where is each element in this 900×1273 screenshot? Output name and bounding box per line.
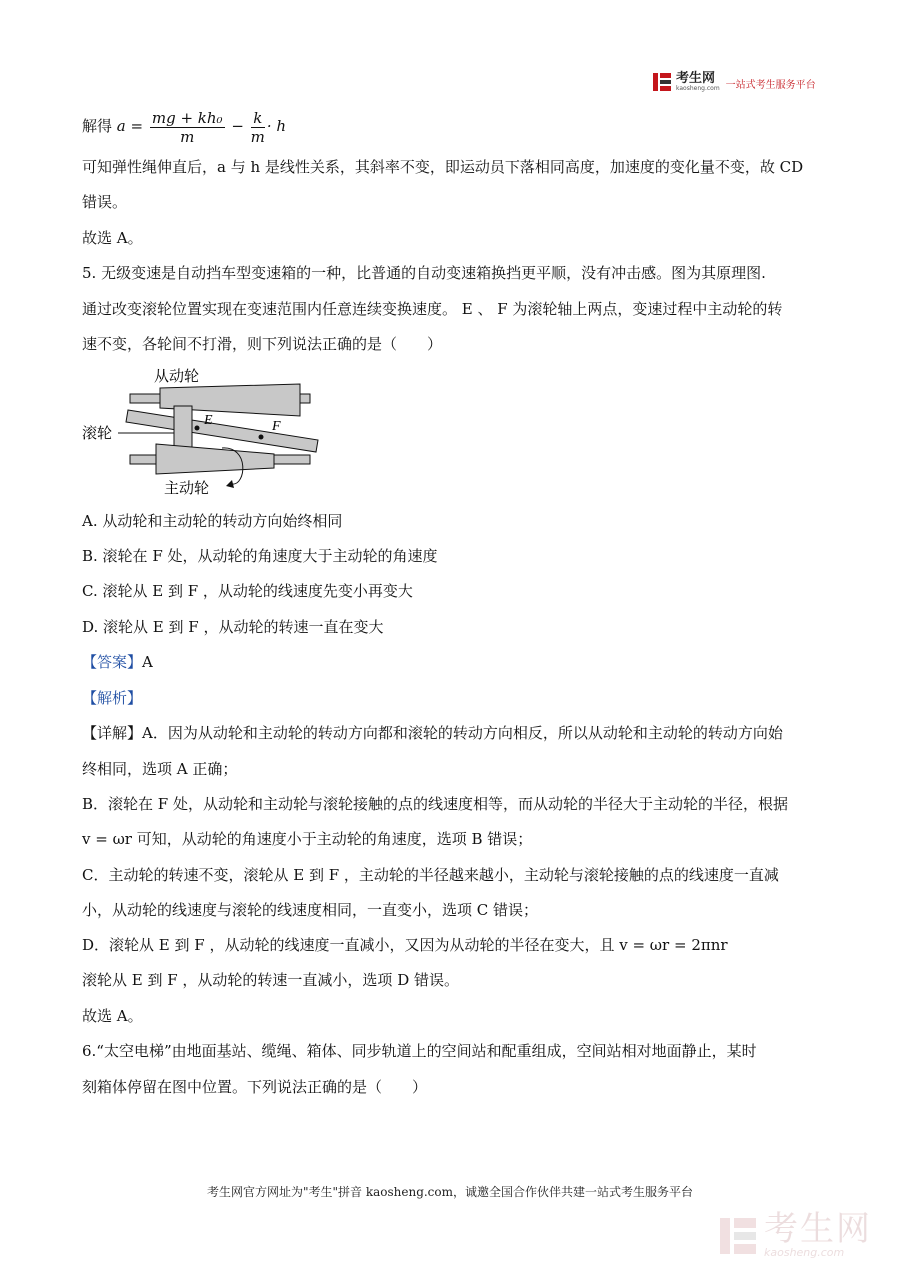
drive-wheel bbox=[156, 444, 274, 474]
solve-prefix: 解得 bbox=[82, 117, 117, 135]
detail-c-line-2: 小，从动轮的线速度与滚轮的线速度相同，一直变小，选项 C 错误； bbox=[82, 901, 539, 919]
text-line-wrong: 错误。 bbox=[82, 193, 128, 211]
label-f: F bbox=[272, 419, 281, 434]
header-logo-url: kaosheng.com bbox=[676, 85, 720, 92]
detail-c-line-1: C．主动轮的转速不变，滚轮从 E 到 F ，主动轮的半径越来越小，主动轮与滚轮接触的点的线速度一直减 bbox=[82, 866, 779, 884]
point-f bbox=[259, 435, 264, 440]
answer-value: A bbox=[142, 653, 153, 671]
option-a: A. 从动轮和主动轮的转动方向始终相同 bbox=[82, 512, 343, 530]
detail-a-line-2: 终相同，选项 A 正确； bbox=[82, 760, 238, 778]
watermark-logo-icon bbox=[718, 1215, 758, 1257]
point-e bbox=[195, 426, 200, 431]
fraction-2-denominator: m bbox=[250, 127, 265, 146]
q6-line-1: 6.“太空电梯”由地面基站、缆绳、箱体、同步轨道上的空间站和配重组成，空间站相对地面静止，某时 bbox=[82, 1042, 757, 1060]
fraction-1 bbox=[150, 109, 225, 146]
detail-d-line-1: D．滚轮从 E 到 F ，从动轮的线速度一直减小，又因为从动轮的半径在变大，且 v = ωr = 2πnr bbox=[82, 936, 728, 954]
label-roller: 滚轮 bbox=[82, 424, 113, 442]
text-line-choose-2: 故选 A。 bbox=[82, 1007, 143, 1025]
option-c: C. 滚轮从 E 到 F ，从动轮的线速度先变小再变大 bbox=[82, 582, 413, 600]
fraction-2 bbox=[251, 109, 265, 146]
detail-a-text-1: A．因为从动轮和主动轮的转动方向都和滚轮的转动方向相反，所以从动轮和主动轮的转动方向始 bbox=[142, 724, 783, 742]
label-driven-wheel: 从动轮 bbox=[154, 367, 200, 385]
q6-line-2: 刻箱体停留在图中位置。下列说法正确的是（ ） bbox=[82, 1078, 428, 1096]
label-drive-wheel: 主动轮 bbox=[164, 479, 210, 497]
watermark bbox=[718, 1209, 872, 1259]
solution-formula bbox=[82, 106, 286, 146]
text-line-choose-1: 故选 A。 bbox=[82, 229, 143, 247]
label-e: E bbox=[204, 413, 213, 428]
answer-tag: 【答案】 bbox=[82, 653, 143, 671]
header-logo-name: 考生网 bbox=[676, 71, 716, 86]
watermark-url: kaosheng.com bbox=[764, 1246, 845, 1259]
cvt-diagram bbox=[82, 362, 322, 500]
detail-a-line-1 bbox=[82, 723, 783, 743]
q5-line-3: 速不变，各轮间不打滑，则下列说法正确的是（ ） bbox=[82, 335, 443, 353]
header-slogan: 一站式考生服务平台 bbox=[725, 80, 816, 91]
kaosheng-logo-icon bbox=[652, 72, 672, 92]
q5-line-1: 5. 无级变速是自动挡车型变速箱的一种，比普通的自动变速箱换挡更平顺，没有冲击感。图为其原理图. bbox=[82, 264, 766, 282]
rotation-arrow-head bbox=[226, 480, 234, 488]
detail-tag: 【详解】 bbox=[82, 724, 143, 742]
fraction-2-numerator: k bbox=[251, 109, 265, 128]
solve-minus: − bbox=[226, 117, 249, 135]
solve-a: a bbox=[116, 117, 126, 135]
footer-text: 考生网官方网址为"考生"拼音 kaosheng.com，诚邀全国合作伙伴共建一站式考生服务平台 bbox=[206, 1185, 694, 1199]
option-d: D. 滚轮从 E 到 F ，从动轮的转速一直在变大 bbox=[82, 618, 384, 636]
detail-b-line-1: B．滚轮在 F 处，从动轮和主动轮与滚轮接触的点的线速度相等，而从动轮的半径大于主动轮的半径，根据 bbox=[82, 795, 788, 813]
answer-line bbox=[82, 652, 153, 672]
fraction-1-numerator: mg + kh₀ bbox=[151, 108, 223, 127]
solve-tail: · h bbox=[266, 117, 287, 135]
solve-eq: = bbox=[125, 117, 148, 135]
roller-axle bbox=[126, 410, 318, 452]
text-line-know: 可知弹性绳伸直后，a 与 h 是线性关系，其斜率不变，即运动员下落相同高度，加速度的变化量不变，故 CD bbox=[82, 158, 804, 176]
watermark-name: 考生网 bbox=[764, 1209, 872, 1249]
detail-b-line-2: v = ωr 可知，从动轮的角速度小于主动轮的角速度，选项 B 错误； bbox=[82, 830, 533, 848]
option-b: B. 滚轮在 F 处，从动轮的角速度大于主动轮的角速度 bbox=[82, 547, 438, 565]
analysis-tag: 【解析】 bbox=[82, 689, 143, 707]
detail-d-line-2: 滚轮从 E 到 F ，从动轮的转速一直减小，选项 D 错误。 bbox=[82, 971, 459, 989]
roller bbox=[174, 406, 192, 450]
header-logo[interactable] bbox=[652, 72, 816, 92]
q5-line-2: 通过改变滚轮位置实现在变速范围内任意连续变换速度。 E 、 F 为滚轮轴上两点，变速过程中主动轮的转 bbox=[82, 300, 783, 318]
fraction-1-denominator: m bbox=[180, 127, 195, 146]
